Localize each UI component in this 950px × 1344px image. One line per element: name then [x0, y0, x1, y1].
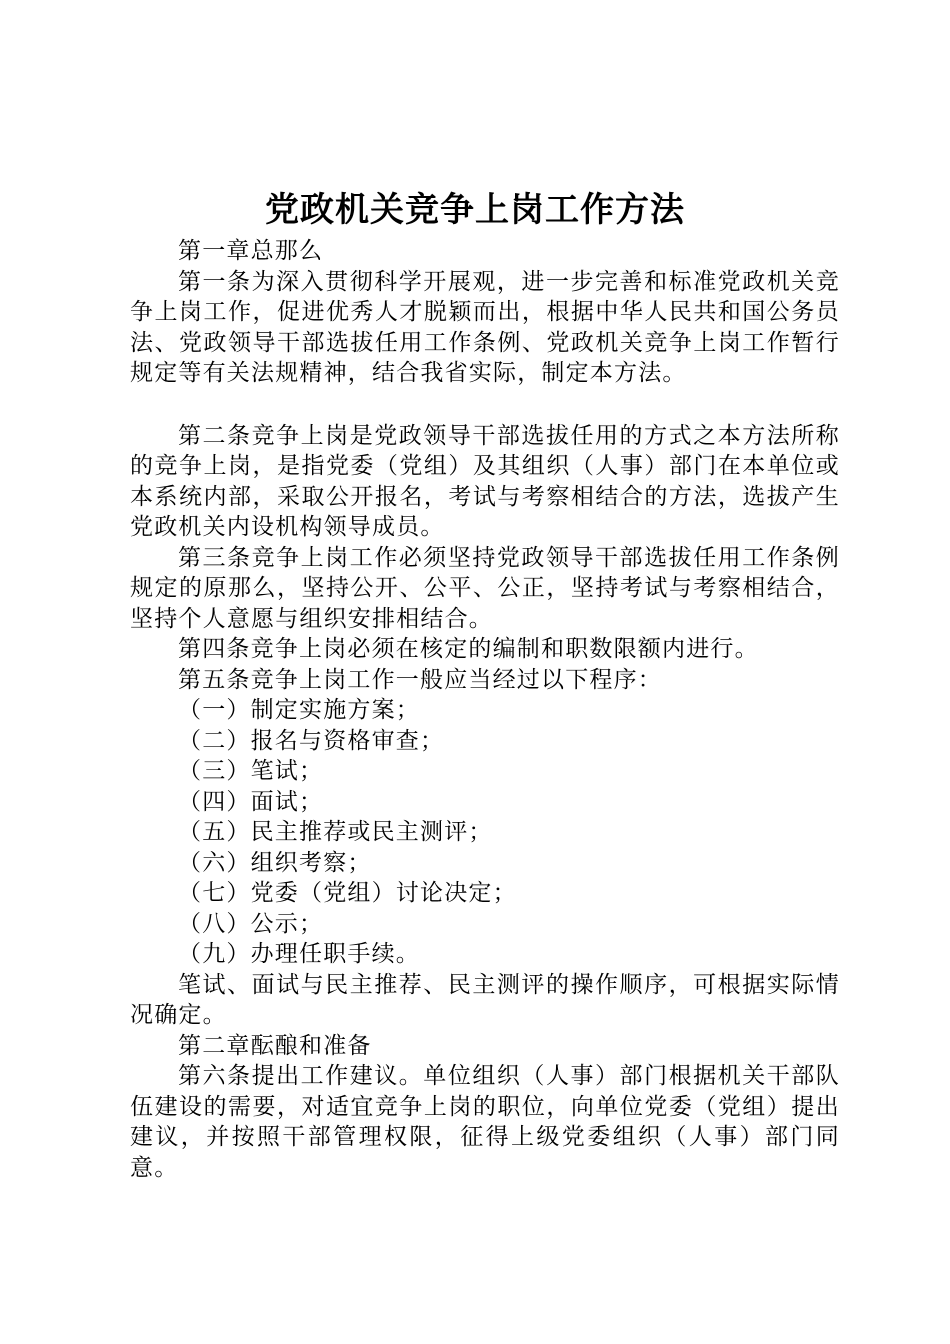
list-item: （六）组织考察；	[178, 849, 372, 876]
article-paragraph: 第五条竞争上岗工作一般应当经过以下程序：	[178, 666, 662, 693]
article-paragraph: 笔试、面试与民主推荐、民主测评的操作顺序，可根据实际情况确定。	[130, 971, 840, 1028]
article-paragraph: 第六条提出工作建议。单位组织（人事）部门根据机关干部队伍建设的需要，对适宜竞争上岗的职位，向单位党委（党组）提出建议，并按照干部管理权限，征得上级党委组织（人事）部门同意。	[130, 1063, 840, 1181]
list-item: （一）制定实施方案；	[178, 697, 420, 723]
chapter-heading: 第一章总那么	[178, 238, 324, 264]
chapter-heading: 第二章酝酿和准备	[178, 1032, 372, 1059]
list-item: （九）办理任职手续。	[178, 941, 420, 967]
document-title: 党政机关竞争上岗工作方法	[265, 190, 685, 230]
list-item: （八）公示；	[178, 910, 324, 937]
document-body	[130, 236, 840, 1183]
article-paragraph: 第一条为深入贯彻科学开展观，进一步完善和标准党政机关竞争上岗工作，促进优秀人才脱颖而出，根据中华人民共和国公务员法、党政领导干部选拔任用工作条例、党政机关竞争上岗工作暂行规定等有关法规精神，结合我省实际，制定本方法。	[130, 268, 840, 386]
list-item: （五）民主推荐或民主测评；	[178, 819, 493, 845]
list-item: （七）党委（党组）讨论决定；	[178, 880, 517, 906]
article-paragraph: 第二条竞争上岗是党政领导干部选拔任用的方式之本方法所称的竞争上岗，是指党委（党组）及其组织（人事）部门在本单位或本系统内部，采取公开报名，考试与考察相结合的方法，选拔产生党政机关内设机构领导成员。	[130, 422, 840, 540]
list-item: （三）笔试；	[178, 758, 324, 784]
article-paragraph: 第四条竞争上岗必须在核定的编制和职数限额内进行。	[178, 636, 759, 662]
list-item: （四）面试；	[178, 788, 324, 815]
list-item: （二）报名与资格审查；	[178, 727, 445, 754]
article-paragraph: 第三条竞争上岗工作必须坚持党政领导干部选拔任用工作条例规定的原那么，坚持公开、公平、公正，坚持考试与考察相结合，坚持个人意愿与组织安排相结合。	[130, 544, 840, 632]
